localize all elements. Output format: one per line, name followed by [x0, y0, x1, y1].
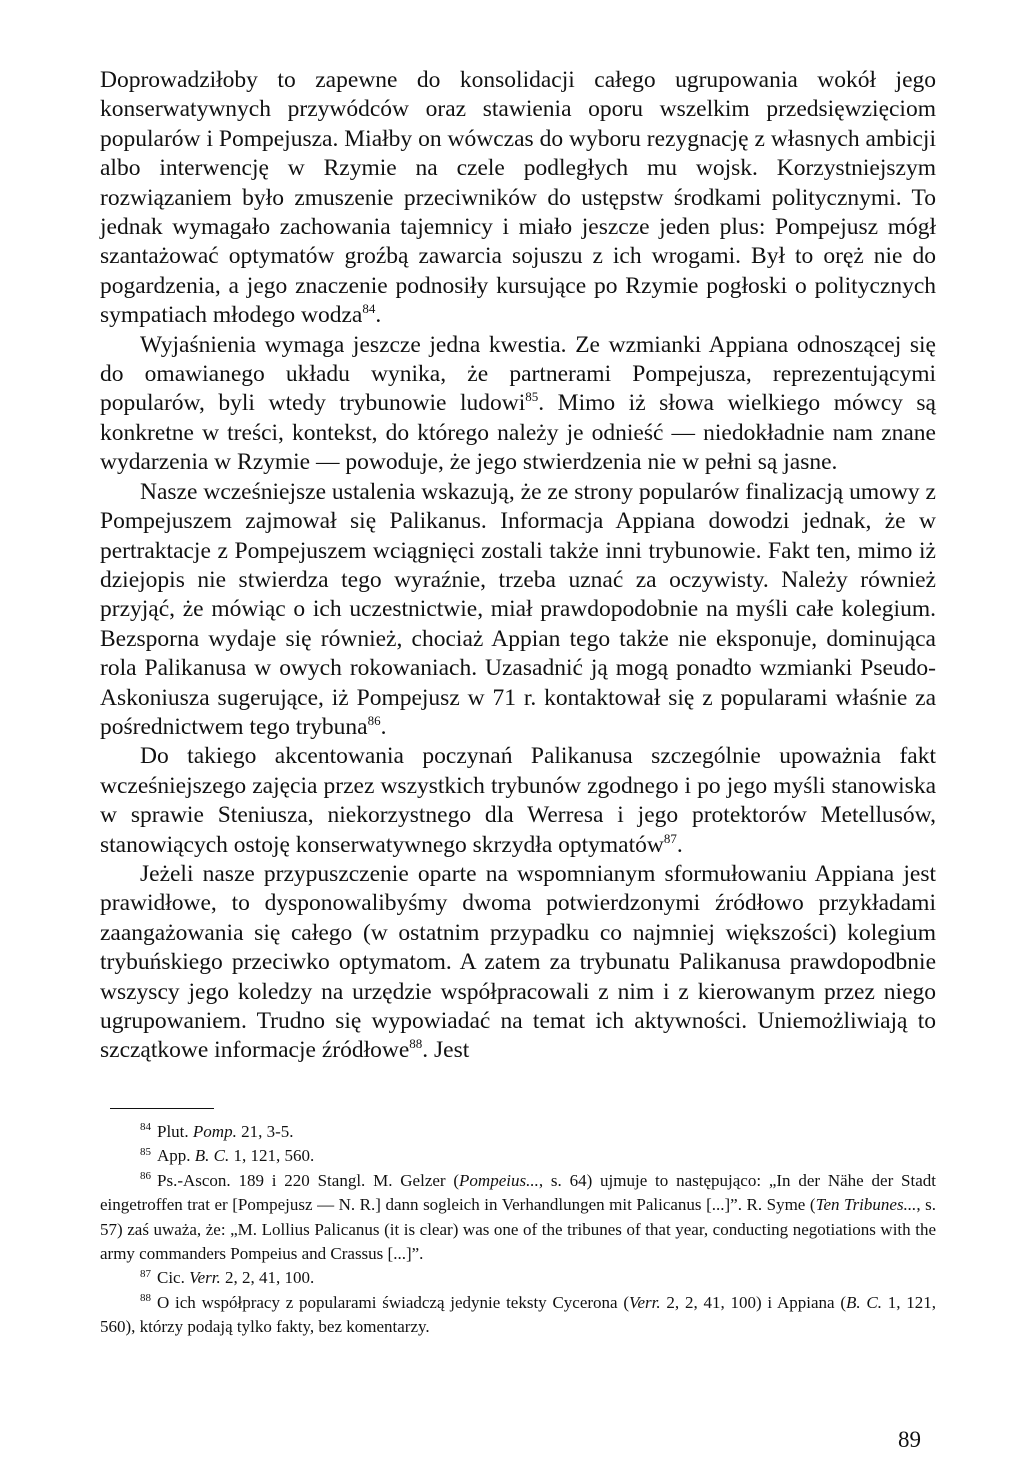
text-run: .: [380, 713, 387, 740]
main-text: [100, 66, 936, 1066]
footnote: [100, 1266, 936, 1290]
footnote-reference: 88: [409, 1036, 423, 1052]
text-run: 2, 2, 41, 100) i Appiana (: [660, 1292, 846, 1312]
text-run: , s. 57) zaś uważa, że: „M. Lollius Palicanus (it is clear) was one of the tribunes of that year, conducting negotiations with the army commanders Pompeius and Crassus [...]”.: [100, 1195, 936, 1264]
footnotes: [100, 1120, 936, 1340]
paragraph: [100, 66, 936, 331]
footnote-number: 85: [140, 1145, 151, 1158]
text-run: 1, 121, 560.: [229, 1146, 315, 1166]
text-run: Do takiego akcentowania poczynań Palikanusa szczególnie upoważnia fakt wcześniejszego zajęcia przez wszystkich trybunów zgodnego i po jego myśli stanowiska w sprawie Steniusza, niekorzystnego dla Werresa i jego protektorów Metellusów, stanowiących ostoję konserwatywnego skrzydła optymatów: [100, 743, 936, 858]
text-run: . Mimo iż słowa wielkiego mówcy są konkretne w treści, kontekst, do którego należy je odnieść — niedokładnie nam znane wydarzenia w Rzymie — powoduje, że jego stwierdzenia nie w pełni są jasne.: [100, 390, 936, 476]
text-run: Nasze wcześniejsze ustalenia wskazują, że ze strony popularów finalizacją umowy z Pompejuszem zajmował się Palikanus. Informacja Appiana dowodzi jednak, że w pertraktacje z Pompejuszem wciągnięci zostali także inni trybunowie. Fakt ten, mimo iż dziejopis nie stwierdza tego wyraźnie, trzeba uznać za oczywisty. Należy również przyjąć, że mówiąc o ich uczestnictwie, miał prawdopodobnie na myśli całe kolegium. Bezsporna wydaje się również, chociaż Appian tego także nie eksponuje, dominująca rola Palikanusa w owych rokowaniach. Uzasadnić ją mogą ponadto wzmianki Pseudo-Askoniusza sugerujące, iż Pompejusz w 71 r. kontaktował się z popularami właśnie za pośrednictwem tego trybuna: [100, 478, 936, 740]
italic-title: Pompeius...: [459, 1170, 539, 1190]
text-run: Jeżeli nasze przypuszczenie oparte na wspomnianym sformułowaniu Appiana jest prawidłowe, to dysponowalibyśmy dwoma potwierdzonymi źródłowo przykładami zaangażowania się całego (w ostatnim przypadku co najmniej większości) kolegium trybuńskiego przeciwko optymatom. A zatem za trybunatu Palikanusa prawdopodbnie wszyscy jego koledzy na urzędzie współpracowali z nim i z kierowanym przez niego ugrupowaniem. Trudno się wypowiadać na temat ich aktywności. Uniemożliwiają to szczątkowe informacje źródłowe: [100, 860, 936, 1064]
footnote-separator: [110, 1108, 214, 1109]
text-run: Plut.: [157, 1122, 193, 1141]
text-run: .: [676, 831, 683, 858]
text-run: Wyjaśnienia wymaga jeszcze jedna kwestia. Ze wzmianki Appiana odnoszącej się do omawianego układu wynika, że partnerami Pompejusza, reprezentującymi popularów, byli wtedy trybunowie ludowi: [100, 331, 936, 417]
paragraph: [100, 742, 936, 860]
text-run: 2, 2, 41, 100.: [220, 1268, 315, 1288]
italic-title: B. C.: [194, 1146, 230, 1166]
footnote-number: 88: [140, 1292, 151, 1305]
footnote-number: 86: [140, 1170, 151, 1183]
italic-title: Pomp.: [192, 1122, 237, 1141]
italic-title: Verr.: [189, 1268, 221, 1288]
italic-title: B. C.: [845, 1292, 882, 1312]
text-run: O ich współpracy z popularami świadczą jedynie teksty Cycerona (: [157, 1292, 630, 1312]
text-run: , s. 64) ujmuje to następująco: „In der Nähe der Stadt eingetroffen trat er [Pompejusz — N. R.] dann sogleich in Verhandlungen mit Palicanus [...]”. R. Syme (: [100, 1170, 936, 1215]
text-run: Ps.-Ascon. 189 i 220 Stangl. M. Gelzer (: [157, 1170, 460, 1190]
footnote: [100, 1144, 936, 1168]
text-run: 1, 121, 560), którzy podają tylko fakty, bez komentarzy.: [100, 1292, 937, 1337]
paragraph: [100, 860, 936, 1066]
italic-title: Ten Tribunes...: [815, 1195, 917, 1215]
footnote: [100, 1120, 936, 1144]
page-number: 89: [898, 1427, 921, 1452]
text-run: Cic.: [157, 1268, 190, 1288]
footnote: [100, 1169, 936, 1267]
text-run: . Jest: [422, 1037, 470, 1064]
italic-title: Verr.: [629, 1292, 661, 1312]
page-body: [100, 66, 936, 1066]
text-run: 21, 3-5.: [236, 1122, 294, 1141]
footnote-number: 87: [140, 1267, 151, 1280]
footnote-reference: 85: [525, 389, 539, 405]
text-run: .: [375, 302, 382, 329]
footnote-reference: 84: [362, 301, 376, 317]
text-run: Doprowadziłoby to zapewne do konsolidacji całego ugrupowania wokół jego konserwatywnych przywódców oraz stawienia oporu wszelkim przedsięwzięciom popularów i Pompejusza. Miałby on wówczas do wyboru rezygnację z własnych ambicji albo interwencję w Rzymie na czele podległych mu wojsk. Korzystniejszym rozwiązaniem było zmuszenie przeciwników do ustępstw środkami politycznymi. To jednak wymagało zachowania tajemnicy i miało jeszcze jeden plus: Pompejusz mógł szantażować optymatów groźbą zawarcia sojuszu z ich wrogami. Był to oręż nie do pogardzenia, a jego znaczenie podnosiły kursujące po Rzymie pogłoski o politycznych sympatiach młodego wodza: [100, 67, 936, 329]
paragraph: [100, 331, 936, 478]
footnote: [100, 1291, 936, 1340]
paragraph: [100, 478, 936, 743]
text-run: App.: [157, 1146, 195, 1166]
footnote-reference: 87: [663, 830, 677, 846]
footnote-reference: 86: [367, 713, 381, 729]
footnote-number: 84: [140, 1121, 151, 1134]
